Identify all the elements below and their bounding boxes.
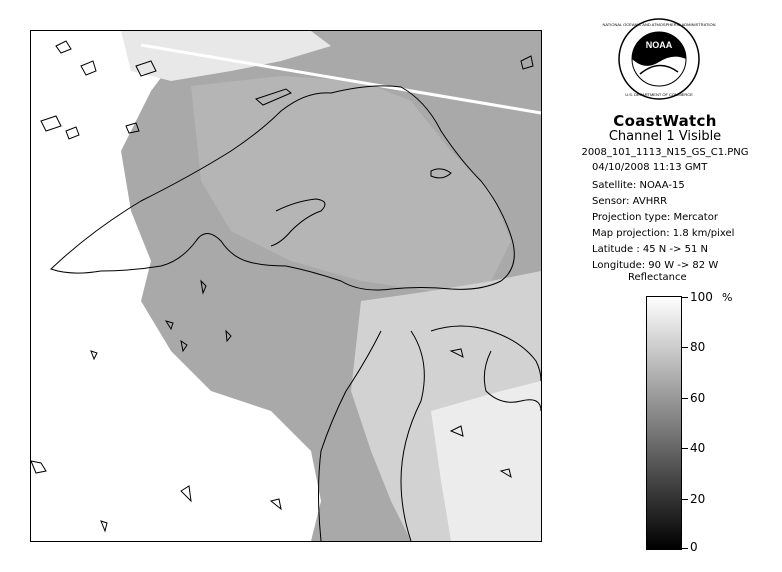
date-time: 04/10/2008 11:13 GMT (592, 162, 708, 173)
sensor-label: Sensor: AVHRR (592, 196, 668, 207)
legend-unit: % (722, 291, 733, 304)
colorbar-tick (682, 347, 688, 348)
satellite-image-panel (30, 30, 542, 542)
logo-center-text: NOAA (645, 40, 673, 50)
colorbar-tick-label: 20 (690, 492, 706, 506)
longitude-label: Longitude: 90 W -> 82 W (592, 260, 719, 271)
colorbar-tick-label: 80 (690, 340, 706, 354)
noaa-emblem-icon (602, 18, 716, 100)
projection-type-label: Projection type: Mercator (592, 212, 718, 223)
colorbar-tick (682, 398, 688, 399)
logo-ring-text-top: NATIONAL OCEANIC AND ATMOSPHERIC ADMINISTRATION (602, 22, 716, 27)
colorbar-tick-label: 60 (690, 391, 706, 405)
map-projection-label: Map projection: 1.8 km/pixel (592, 228, 735, 239)
noaa-logo (602, 18, 716, 100)
latitude-label: Latitude : 45 N -> 51 N (592, 244, 708, 255)
colorbar-tick-label: 0 (690, 540, 698, 554)
satellite-map (31, 31, 541, 541)
reflectance-colorbar (646, 296, 682, 550)
colorbar-tick-label: 40 (690, 441, 706, 455)
satellite-label: Satellite: NOAA-15 (592, 180, 685, 191)
logo-ring-text-bottom: U.S. DEPARTMENT OF COMMERCE (625, 92, 693, 97)
colorbar-tick-label: 100 (690, 290, 713, 304)
colorbar-tick (682, 448, 688, 449)
legend-title: Reflectance (628, 272, 687, 283)
colorbar-tick (682, 548, 688, 549)
app-title: CoastWatch (613, 112, 717, 130)
colorbar-tick (682, 297, 688, 298)
channel-label: Channel 1 Visible (608, 129, 722, 144)
colorbar-tick (682, 499, 688, 500)
filename-label: 2008_101_1113_N15_GS_C1.PNG (581, 147, 749, 158)
